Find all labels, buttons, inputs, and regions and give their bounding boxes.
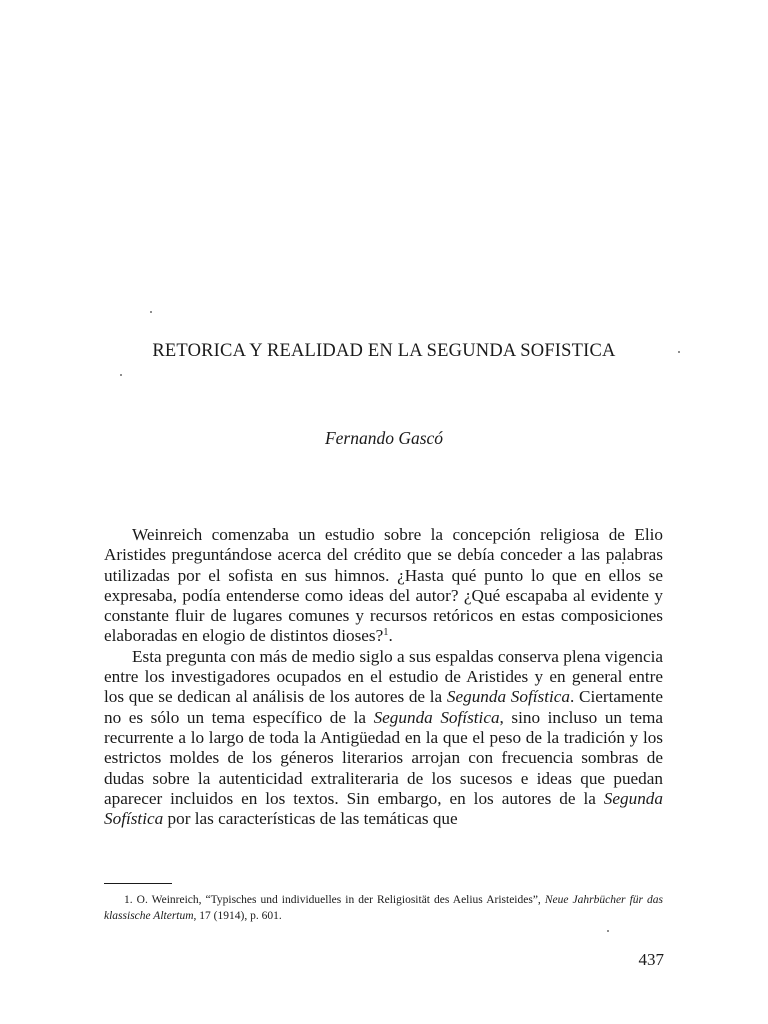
paragraph-text: Esta pregunta con más de medio siglo a sus espaldas conserva plena vigencia entre los investigadores ocupados en el estudio de Aristides y en general entre los que se dedican al análisis de los autores de la — [104, 646, 663, 707]
journal-title: Neue Jahrbücher für das klassische Altertum — [104, 894, 663, 922]
scan-speck — [120, 374, 122, 376]
footnote-reference: 1 — [383, 627, 389, 639]
footnote — [104, 892, 663, 924]
paragraph-text: . Ciertamente no es sólo un tema específico de la — [104, 687, 663, 727]
footnote-entry — [104, 892, 663, 924]
emphasized-term: Segunda Sofística — [446, 687, 570, 707]
footnote-citation: , 17 (1914), p. 601. — [193, 910, 282, 922]
body-paragraph — [104, 525, 663, 647]
footnote-divider — [104, 883, 172, 884]
paragraph-text: por las características de las temáticas que — [163, 809, 458, 829]
article-body — [104, 525, 663, 829]
emphasized-term: Segunda Sofística — [373, 707, 500, 727]
paragraph-text: Weinreich comenzaba un estudio sobre la concepción religiosa de Elio Aristides preguntándose acerca del crédito que se debía conceder a las palabras utilizadas por el sofista en sus himnos. ¿Hasta qué punto lo que en ellos se expresaba, podía entenderse como ideas del autor? ¿Qué escapaba al evidente y constante fluir de lugares comunes y recursos retóricos en estas composiciones elaboradas en elogio de distintos dioses? — [104, 525, 663, 646]
paragraph-text: , sino incluso un tema recurrente a lo largo de toda la Antigüedad en la que el peso de la tradición y los estrictos moldes de los géneros literarios arrojan con frecuencia sombras de dudas sobre la autenticidad extraliteraria de los sucesos e ideas que puedan aparecer incluidos en los textos. Sin embargo, en los autores de la — [104, 707, 663, 808]
scan-speck — [607, 930, 609, 932]
emphasized-term: Segunda Sofística — [104, 788, 663, 829]
footnote-text: 1. O. Weinreich, “Typisches und individuelles in der Religiosität des Aelius Aristeides”, — [124, 894, 545, 906]
page-number: 437 — [638, 950, 664, 969]
body-paragraph — [104, 647, 663, 830]
article-author: Fernando Gascó — [324, 428, 444, 448]
scan-speck — [150, 311, 152, 313]
article-title: RETORICA Y REALIDAD EN LA SEGUNDA SOFISTICA — [152, 341, 616, 361]
paragraph-end: . — [388, 626, 393, 646]
